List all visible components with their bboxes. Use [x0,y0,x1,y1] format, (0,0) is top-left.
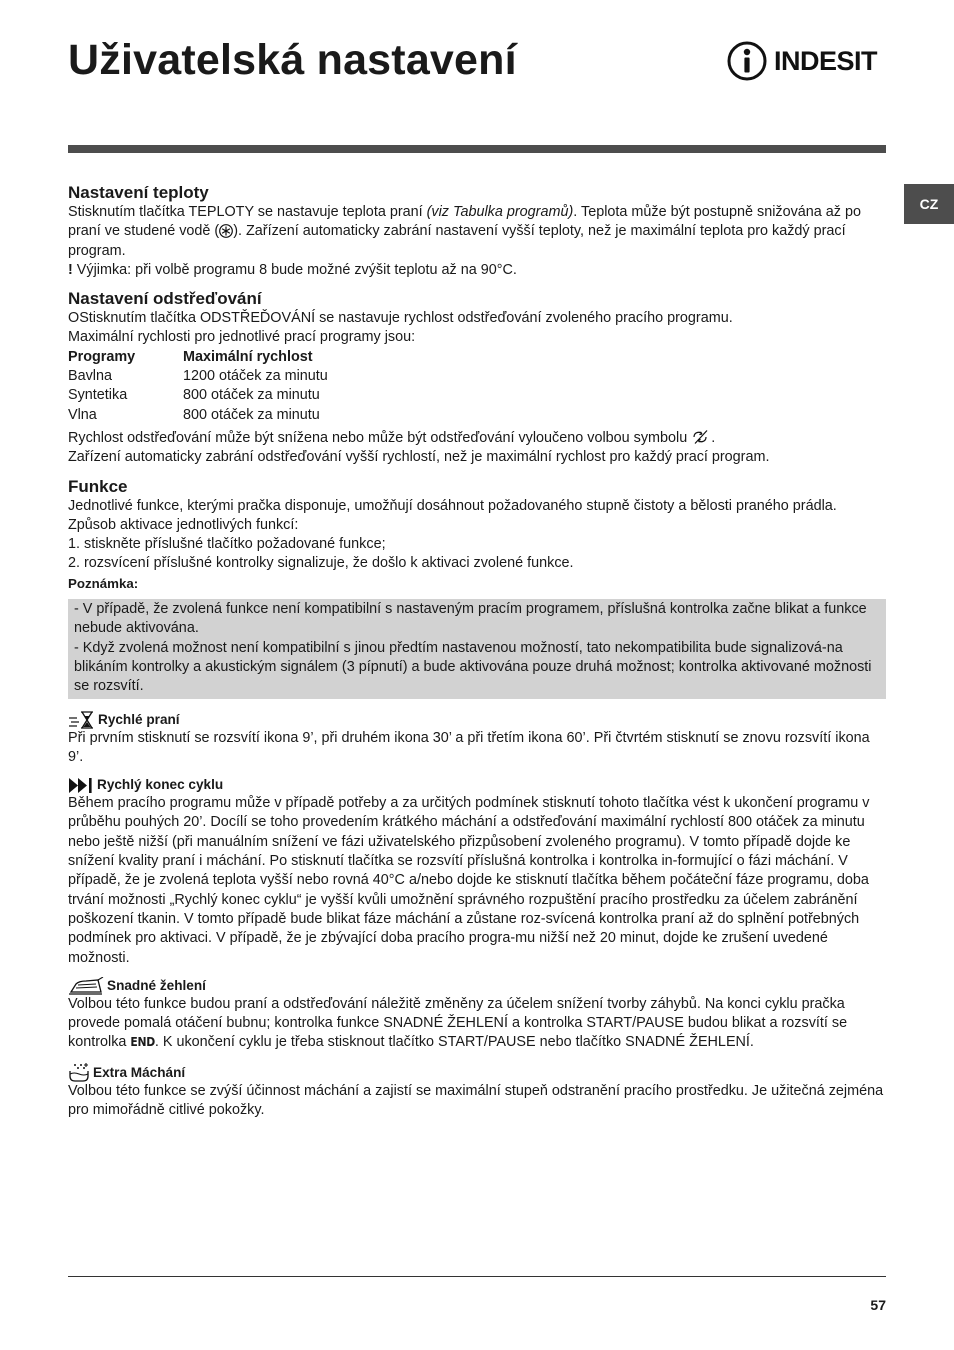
funkce-p1: Jednotlivé funkce, kterými pračka disponuje, umožňují dosáhnout požadovaného stupně čistoty a bělosti praného prádla. [68,497,837,514]
rychly-konec-title: Rychlý konec cyklu [97,777,224,793]
rychle-prani-heading [68,711,886,729]
note-item: - V případě, že zvolená funkce není kompatibilní s nastaveným pracím programem, příslušná kontrolka začne blikat a funkce nebude aktivována. [74,601,867,637]
teplota-text-b: . Teplota může být postupně snižována až po praní ve studené vodě ( [68,204,861,240]
main-content [68,183,886,1120]
teplota-warning [68,261,886,280]
quick-wash-icon [68,711,95,729]
note-item: - Když zvolená možnost není kompatibilní s jinou předtím nastavenou možností, tato nekompatibilita bude signalizová-na blikáním kontrolky a akustickým signálem (3 pípnutí) a bude aktivována pouze druhá možnost; kontrolka aktivované možnosti se rozsvítí. [74,639,872,695]
footer-divider [68,1276,886,1277]
indesit-i-logo-icon [726,40,768,82]
brand-logo [726,40,877,82]
teplota-text-a: Stisknutím tlačítka TEPLOTY se nastavuje teplota praní [68,204,427,220]
spin-speed-table [68,348,328,425]
snadne-zehleni-title: Snadné žehlení [107,977,206,993]
extra-machani-title: Extra Máchání [93,1064,186,1080]
extra-rinse-icon [68,1062,90,1082]
note-label: Poznámka: [68,575,139,591]
table-cell-program: Vlna [68,406,97,423]
odstredovani-p3 [68,429,886,448]
header-divider [68,145,886,153]
extra-machani-heading [68,1062,886,1082]
table-row [68,367,328,386]
snadne-zehleni-text-b: . K ukončení cyklu je třeba stisknout tlačítko START/PAUSE nebo tlačítko SNADNÉ ŽEHLENÍ. [154,1034,754,1051]
extra-machani-text: Volbou této funkce se zvýší účinnost máchání a zajistí se maximální stupeň odstranění pracího prostředku. Je užitečná zejména pro mimořádně citlivé pokožky. [68,1082,884,1118]
section-heading-odstredovani: Nastavení odstřeďování [68,289,262,309]
page-number: 57 [870,1297,886,1313]
rychly-konec-text: Během pracího programu může v případě potřeby a za určitých podmínek stisknutí tohoto tlačítka vést k ukončení programu v průběhu pouhých 20’. Docílí se toho provedením krátkého máchání a odstřeďování maximální rychlostí 800 otáček za minutu nebo ještě nižší (při manuálním snížení ve fázi uživatelského přizpůsobení zvoleného programu). V tomto případě dojde ke snížení kvality praní i máchání. Po stisknutí tlačítka se rozsvítí příslušná kontrolka i kontrolka in-formující o fázi máchání. V případě, že je zvolená teplota vyšší nebo rovná 40°C a/nebo dojde ke stisknutí tlačítka během počáteční fáze programu, doba trvání možnosti „Rychlý konec cyklu“ je vyšší kvůli umožnění správného rozpuštění pracího prostředku za účelem zabránění poškození tkanin. V tomto případě bude blikat fáze máchání a zůstane roz-svícená kontrolka praní až do splnění potřebných podmínek pro aktivaci. V případě, že je zbývající doba pracího progra-mu nižší než 20 minut, dojde ke zrušení uvedené možnosti. [68,795,870,966]
odstredovani-p4: Zařízení automaticky zabrání odstřeďování vyšší rychlostí, než je maximální rychlost pro každý prací program. [68,449,770,466]
table-cell-program: Bavlna [68,368,113,385]
section-heading-funkce: Funkce [68,476,128,496]
table-row [68,406,328,425]
warning-mark-icon: ! [68,261,73,278]
odstredovani-p1: OStisknutím tlačítka ODSTŘEĎOVÁNÍ se nastavuje rychlost odstřeďování zvoleného pracího programu. [68,310,733,327]
rychle-prani-text: Při prvním stisknutí se rozsvítí ikona 9’, při druhém ikona 30’ a při třetím ikona 60’. Při čtvrtém stisknutí se znovu rozsvítí ikona 9’. [68,729,870,765]
table-cell-speed: 800 otáček za minutu [183,406,320,423]
rychly-konec-heading [68,776,886,794]
teplota-text-c: ). Zařízení automaticky zabrání nastavení vyšší teploty, než je maximální teplota pro každý prací program. [68,223,846,259]
odstredovani-p3-text: Rychlost odstřeďování může být snížena nebo může být odstřeďování vyloučeno volbou symbolu [68,429,692,446]
table-header-programy: Programy [68,348,136,365]
note-box [68,599,886,698]
funkce-step2: 2. rozsvícení příslušné kontrolky signalizuje, že došlo k aktivaci zvolené funkce. [68,555,574,572]
snadne-zehleni-text-a: Volbou této funkce budou praní a odstřeďování náležitě změněny za účelem snížení tvorby záhybů. Na konci cyklu pračka provede pomalá otáčení bubnu; kontrolka funkce SNADNÉ ŽEHLENÍ a kontrolka START/PAUSE budou blikat a rozsvítí se kontrolka [68,995,848,1051]
table-header-row [68,348,328,367]
iron-icon [68,977,104,995]
table-cell-speed: 800 otáček za minutu [183,387,320,404]
snowflake-icon [219,224,233,238]
snadne-zehleni-text [68,995,886,1053]
brand-name: INDESIT [774,45,878,76]
funkce-step1: 1. stiskněte příslušné tlačítko požadované funkce; [68,536,386,553]
teplota-text-italic: (viz Tabulka programů) [426,204,574,220]
rychle-prani-title: Rychlé praní [98,711,180,727]
table-cell-speed: 1200 otáček za minutu [183,368,328,385]
funkce-p2: Způsob aktivace jednotlivých funkcí: [68,516,299,533]
table-cell-program: Syntetika [68,387,128,404]
odstredovani-p3-end: . [711,429,716,446]
teplota-paragraph [68,203,886,261]
snadne-zehleni-heading [68,977,886,995]
warning-text: Výjimka: při volbě programu 8 bude možné zvýšit teplotu až na 90°C. [72,261,517,278]
table-row [68,386,328,405]
fast-forward-icon [68,777,94,794]
end-indicator-label: END [130,1035,155,1050]
section-heading-teplota: Nastavení teploty [68,183,209,202]
language-tab: CZ [904,184,954,224]
table-header-rychlost: Maximální rychlost [183,348,313,365]
no-spin-icon [691,429,711,445]
odstredovani-p2: Maximální rychlosti pro jednotlivé prací programy jsou: [68,329,416,346]
page-title: Uživatelská nastavení [68,36,517,84]
